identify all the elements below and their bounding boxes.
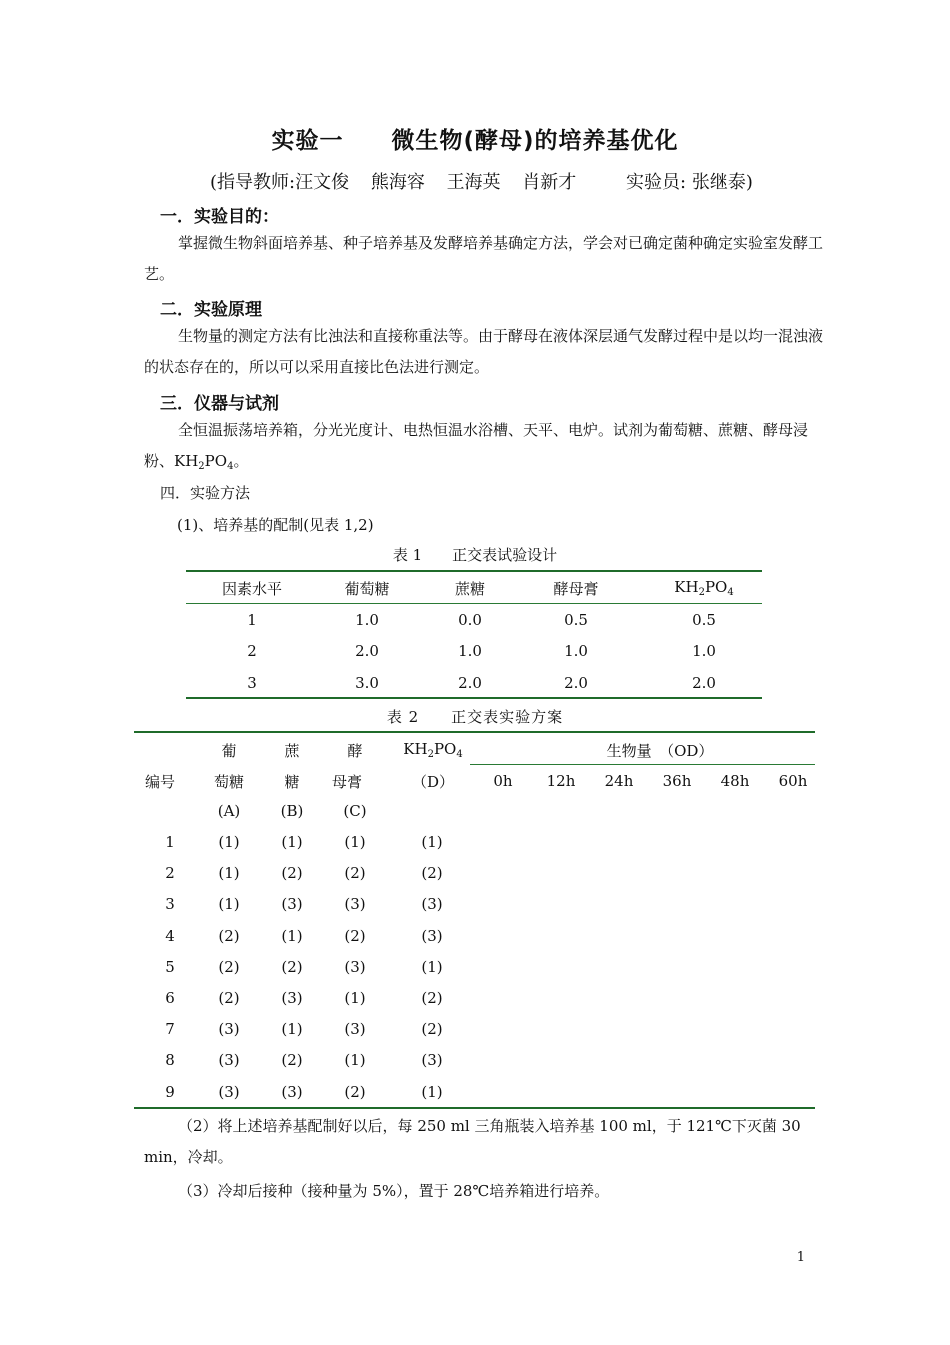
table2-header-b1: 蔗 <box>284 742 300 760</box>
table1-top-rule <box>186 570 762 572</box>
table2-row-number: 5 <box>165 958 175 976</box>
table1-cell: 2 <box>247 642 257 660</box>
table2-cell: (3) <box>421 1051 443 1069</box>
table2-cell: (3) <box>218 1020 240 1038</box>
section-text-principle: 生物量的测定方法有比浊法和直接称重法等。由于酵母在液体深层通气发酵过程中是以均一混浊液的状态存在的，所以可以采用直接比色法进行测定。 <box>144 327 824 376</box>
table2-cell: (1) <box>218 864 240 882</box>
table1-cell: 2.0 <box>564 674 588 692</box>
experimenter: 实验员: 张继泰) <box>626 172 753 193</box>
table2-row-number: 1 <box>165 833 175 851</box>
table1-header-kh2po4: $KH_2PO_4$ <box>674 578 734 598</box>
section-text-purpose: 掌握微生物斜面培养基、种子培养基及发酵培养基确定方法，学会对已确定菌种确定实验室发酵工艺。 <box>144 234 824 283</box>
table2-cell: (3) <box>344 1020 366 1038</box>
advisor-4: 肖新才 <box>522 172 577 193</box>
table2-cell: (1) <box>344 1051 366 1069</box>
table2-header-d2: （D） <box>411 773 455 791</box>
table2-cell: (2) <box>421 989 443 1007</box>
table1-cell: 0.0 <box>458 611 482 629</box>
table2-cell: (2) <box>421 1020 443 1038</box>
method-step-2: （2）将上述培养基配制好以后，每 250 ml 三角瓶装入培养基 100 ml，于 121℃下灭菌 30 min，冷却。 <box>144 1117 801 1166</box>
table1-header-rule <box>186 603 762 604</box>
table1-cell: 1.0 <box>564 642 588 660</box>
table2-cell: (1) <box>281 833 303 851</box>
table2-cell: (1) <box>344 989 366 1007</box>
table1-cell: 3 <box>247 674 257 692</box>
table2-cell: (3) <box>421 895 443 913</box>
advisor-2: 熊海容 <box>370 172 425 193</box>
table2-time-header: 60h <box>778 772 808 790</box>
table2-cell: (2) <box>218 989 240 1007</box>
table2-header-c3: (C) <box>343 802 367 820</box>
advisor-3: 王海英 <box>446 172 501 193</box>
table2-cell: (3) <box>281 989 303 1007</box>
table2-caption: 表 2 正交表实验方案 <box>386 708 564 726</box>
method-step-1: (1)、培养基的配制(见表 1,2) <box>177 516 374 534</box>
table2-cell: (3) <box>344 958 366 976</box>
table2-cell: (2) <box>344 927 366 945</box>
page-number: 1 <box>796 1250 805 1265</box>
table2-row-number: 8 <box>165 1051 175 1069</box>
table2-cell: (1) <box>281 1020 303 1038</box>
table2-row-number: 7 <box>165 1020 175 1038</box>
section-heading-instruments: 三．仪器与试剂 <box>160 394 279 414</box>
table2-header-d1: $KH_2PO_4$ <box>403 740 463 760</box>
authors-line <box>210 168 769 194</box>
table1-header-sucrose: 蔗糖 <box>454 580 485 598</box>
table2-cell: (3) <box>218 1083 240 1101</box>
table1-cell: 1.0 <box>458 642 482 660</box>
table1-cell: 1.0 <box>692 642 716 660</box>
table2-cell: (1) <box>421 833 443 851</box>
table2-top-rule <box>134 731 815 733</box>
table2-cell: (1) <box>218 833 240 851</box>
table2-cell: (3) <box>281 1083 303 1101</box>
table2-header-a3: (A) <box>217 802 241 820</box>
section-heading-principle: 二．实验原理 <box>160 300 262 320</box>
table1-header-yeast: 酵母膏 <box>553 580 599 598</box>
table2-cell: (2) <box>421 864 443 882</box>
table1-cell: 3.0 <box>355 674 379 692</box>
section-heading-method: 四．实验方法 <box>160 484 251 502</box>
table2-header-a1: 葡 <box>221 742 237 760</box>
table2-cell: (3) <box>344 895 366 913</box>
table1-cell: 2.0 <box>692 674 716 692</box>
table2-cell: (2) <box>344 1083 366 1101</box>
table2-cell: (2) <box>344 864 366 882</box>
table2-cell: (2) <box>281 864 303 882</box>
table1-caption: 表 1 正交表试验设计 <box>392 546 558 564</box>
table1-header-glucose: 葡萄糖 <box>344 580 390 598</box>
table2-header-b2: 糖 <box>284 773 300 791</box>
table1-cell: 1.0 <box>355 611 379 629</box>
table1-cell: 2.0 <box>458 674 482 692</box>
table2-cell: (3) <box>218 1051 240 1069</box>
table1-header-factor: 因素水平 <box>221 580 282 598</box>
table2-cell: (3) <box>421 927 443 945</box>
table2-row-number: 2 <box>165 864 175 882</box>
table2-header-no: 编号 <box>144 773 175 791</box>
table1-cell: 2.0 <box>355 642 379 660</box>
section-text-instruments: 全恒温振荡培养箱，分光光度计、电热恒温水浴槽、天平、电炉。试剂为葡萄糖、蔗糖、酵母浸粉、$KH_2PO_4$。 <box>144 421 809 472</box>
table2-time-header: 36h <box>662 772 692 790</box>
table2-header-b3: (B) <box>280 802 304 820</box>
advisor-1: (指导教师:汪文俊 <box>210 172 350 193</box>
table2-cell: (1) <box>218 895 240 913</box>
table2-header-a2: 萄糖 <box>213 773 244 791</box>
table2-od-rule <box>470 764 815 765</box>
table2-row-number: 3 <box>165 895 175 913</box>
table2-header-biomass: 生物量 （OD） <box>606 742 714 760</box>
table2-cell: (1) <box>421 958 443 976</box>
table1-cell: 0.5 <box>564 611 588 629</box>
table1-cell: 1 <box>247 611 257 629</box>
method-step-3: （3）冷却后接种（接种量为 5%），置于 28℃培养箱进行培养。 <box>178 1182 610 1200</box>
section-heading-purpose: 一．实验目的： <box>160 207 279 227</box>
table2-header-c2: 母膏 <box>331 773 362 791</box>
table2-cell: (2) <box>218 958 240 976</box>
table2-time-header: 48h <box>720 772 750 790</box>
table2-cell: (2) <box>218 927 240 945</box>
table2-row-number: 9 <box>165 1083 175 1101</box>
table2-cell: (1) <box>344 833 366 851</box>
table2-row-number: 4 <box>165 927 175 945</box>
table2-cell: (3) <box>281 895 303 913</box>
page-title: 实验一 微生物(酵母)的培养基优化 <box>271 128 679 154</box>
table1-cell: 0.5 <box>692 611 716 629</box>
table1-bottom-rule <box>186 697 762 699</box>
table2-cell: (2) <box>281 958 303 976</box>
table2-row-number: 6 <box>165 989 175 1007</box>
table2-cell: (1) <box>421 1083 443 1101</box>
table2-time-header: 24h <box>604 772 634 790</box>
table2-header-c1: 酵 <box>347 742 363 760</box>
table2-cell: (2) <box>281 1051 303 1069</box>
table2-time-header: 12h <box>546 772 576 790</box>
table2-time-header: 0h <box>493 772 513 790</box>
table2-cell: (1) <box>281 927 303 945</box>
table2-bottom-rule <box>134 1107 815 1109</box>
